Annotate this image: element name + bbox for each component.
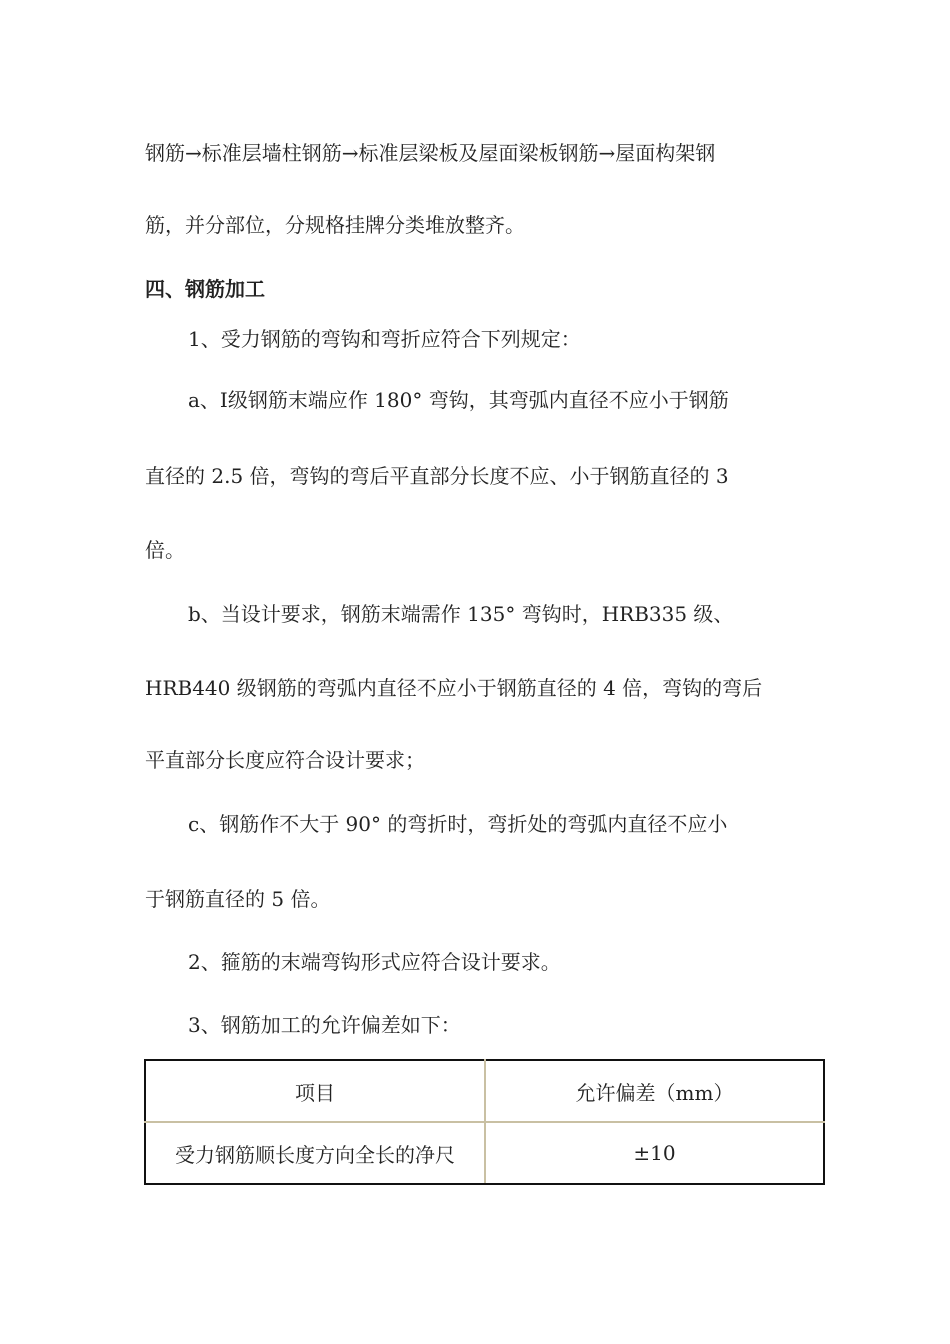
tolerance-table [144,1059,825,1185]
paragraph-line: HRB440 级钢筋的弯弧内直径不应小于钢筋直径的 4 倍，弯钩的弯后 [145,676,763,700]
paragraph-line: a、Ⅰ级钢筋末端应作 180° 弯钩，其弯弧内直径不应小于钢筋 [188,388,729,412]
paragraph-line: 钢筋→标准层墙柱钢筋→标准层梁板及屋面梁板钢筋→屋面构架钢 [145,141,716,165]
paragraph-line: b、当设计要求，钢筋末端需作 135° 弯钩时，HRB335 级、 [188,602,734,626]
paragraph-line: 倍。 [145,538,185,562]
paragraph-line: 于钢筋直径的 5 倍。 [145,887,331,911]
paragraph-line: 2、箍筋的末端弯钩形式应符合设计要求。 [188,950,561,974]
paragraph-line: 3、钢筋加工的允许偏差如下： [188,1013,461,1037]
table-header-item: 项目 [145,1060,485,1122]
paragraph-line: 直径的 2.5 倍，弯钩的弯后平直部分长度不应、小于钢筋直径的 3 [145,464,729,488]
table-row [145,1122,824,1184]
table-header-row [145,1060,824,1122]
paragraph-line: 平直部分长度应符合设计要求； [145,748,425,772]
paragraph-line: 1、受力钢筋的弯钩和弯折应符合下列规定： [188,327,581,351]
table-cell-tolerance: ±10 [485,1122,824,1184]
paragraph-line: c、钢筋作不大于 90° 的弯折时，弯折处的弯弧内直径不应小 [188,812,728,836]
table-header-tolerance: 允许偏差（mm） [485,1060,824,1122]
table-cell-item: 受力钢筋顺长度方向全长的净尺 [145,1122,485,1184]
section-heading: 四、钢筋加工 [145,277,265,301]
paragraph-line: 筋，并分部位，分规格挂牌分类堆放整齐。 [145,213,525,237]
